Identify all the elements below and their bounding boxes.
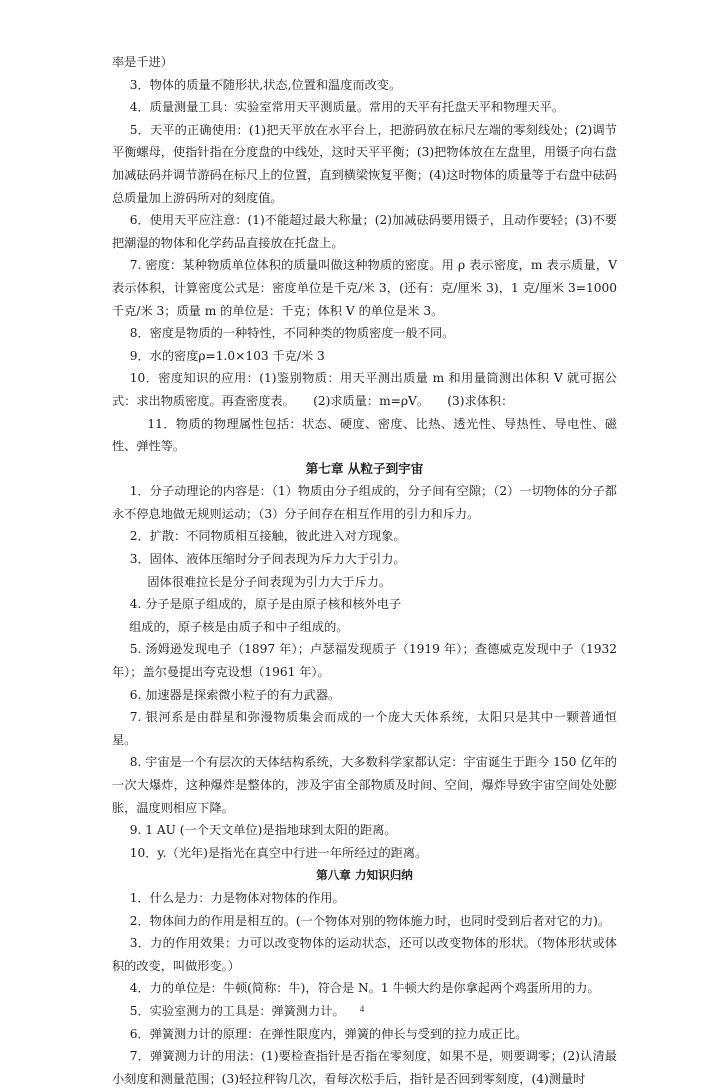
paragraph: 7. 密度：某种物质单位体积的质量叫做这种物质的密度。用 ρ 表示密度，m 表示质量，V 表示体积，计算密度公式是：密度单位是千克/米 3，(还有：克/厘米 3)，1 克/厘米 3=1000 千克/米 3；质量 m 的单位是：千克；体积 V 的单位是米 3。 — [112, 258, 617, 318]
paragraph: 5．天平的正确使用：(1)把天平放在水平台上，把游码放在标尺左端的零刻线处；(2)调节平衡螺母，使指针指在分度盘的中线处，这时天平平衡；(3)把物体放在左盘里，用镊子向右盘加减砝码并调节游码在标尺上的位置，直到横梁恢复平衡；(4)这时物体的质量等于右盘中砝码总质量加上游码所对的刻度值。 — [112, 122, 617, 205]
paragraph: 6. 加速器是探索微小粒子的有力武器。 — [129, 687, 341, 702]
paragraph: 8. 宇宙是一个有层次的天体结构系统，大多数科学家都认定：宇宙诞生于距今 150 亿年的一次大爆炸，这种爆炸是整体的，涉及宇宙全部物质及时间、空间，爆炸导致宇宙空间处处膨胀，温度则相应下降。 — [112, 755, 617, 815]
paragraph: 1．分子动理论的内容是：（1）物质由分子组成的，分子间有空隙；（2）一切物体的分子都永不停息地做无规则运动；（3）分子间存在相互作用的引力和斥力。 — [112, 484, 617, 521]
paragraph: 4. 分子是原子组成的，原子是由原子核和核外电子 — [129, 597, 402, 612]
paragraph: 8．密度是物质的一种特性，不同种类的物质密度一般不同。 — [129, 326, 455, 341]
paragraph: 组成的，原子核是由质子和中子组成的。 — [129, 619, 349, 634]
paragraph: 11．物质的物理属性包括：状态、硬度、密度、比热、透光性、导热性、导电性、磁性、弹性等。 — [112, 416, 617, 454]
chapter-7-heading: 第七章 从粒子到宇宙 — [305, 460, 424, 476]
paragraph: 6．使用天平应注意：(1)不能超过最大称量；(2)加减砝码要用镊子，且动作要轻；(3)不要把潮湿的物体和化学药品直接放在托盘上。 — [112, 213, 617, 250]
chapter-8-heading: 第八章 力知识归纳 — [316, 868, 413, 883]
paragraph: 2．扩散：不同物质相互接触，彼此进入对方现象。 — [129, 529, 406, 544]
paragraph: 10．y.（光年)是指光在真空中行进一年所经过的距离。 — [129, 845, 428, 860]
paragraph: 4．力的单位是：牛顿(简称：牛)，符合是 N。1 牛顿大约是你拿起两个鸡蛋所用的力。 — [129, 981, 600, 996]
paragraph: 固体很难拉长是分子间表现为引力大于斥力。 — [147, 574, 392, 589]
paragraph: 4．质量测量工具：实验室常用天平测质量。常用的天平有托盘天平和物理天平。 — [129, 100, 565, 115]
paragraph: 7．弹簧测力计的用法：(1)要检查指针是否指在零刻度，如果不是，则要调零；(2)认清最小刻度和测量范围；(3)轻拉秤钩几次，看每次松手后，指针是否回到零刻度，(4)测量时 — [112, 1049, 617, 1086]
page-content — [112, 51, 617, 1090]
paragraph: 3．力的作用效果：力可以改变物体的运动状态，还可以改变物体的形状。（物体形状或体积的改变，叫做形变。） — [112, 936, 617, 973]
paragraph: 7. 银河系是由群星和弥漫物质集会而成的一个庞大天体系统，太阳只是其中一颗普通恒星。 — [112, 710, 617, 747]
paragraph: 率是千进） — [112, 55, 173, 69]
paragraph: 3．固体、液体压缩时分子间表现为斥力大于引力。 — [129, 552, 406, 567]
paragraph: 6．弹簧测力计的原理：在弹性限度内，弹簧的伸长与受到的拉力成正比。 — [129, 1026, 528, 1041]
paragraph: 10．密度知识的应用：(1)鉴别物质：用天平测出质量 m 和用量筒测出体积 V 就可据公式：求出物质密度。再查密度表。 (2)求质量：m=ρV。 (3)求体积： — [112, 371, 617, 408]
paragraph: 9. 1 AU (一个天文单位)是指地球到太阳的距离。 — [129, 823, 397, 838]
paragraph: 5．实验室测力的工具是：弹簧测力计。 — [129, 1003, 345, 1018]
paragraph: 1．什么是力：力是物体对物体的作用。 — [129, 890, 345, 905]
paragraph: 3．物体的质量不随形状,状态,位置和温度而改变。 — [129, 77, 402, 92]
paragraph: 9．水的密度ρ=1.0×103 千克/米 3 — [129, 348, 325, 363]
paragraph: 2．物体间力的作用是相互的。(一个物体对别的物体施力时，也同时受到后者对它的力)。 — [129, 913, 611, 928]
paragraph: 5. 汤姆逊发现电子（1897 年）；卢瑟福发现质子（1919 年）；查德威克发现中子（1932 年）；盖尔曼提出夸克设想（1961 年）。 — [112, 642, 617, 680]
page-number: 4 — [359, 1004, 365, 1014]
